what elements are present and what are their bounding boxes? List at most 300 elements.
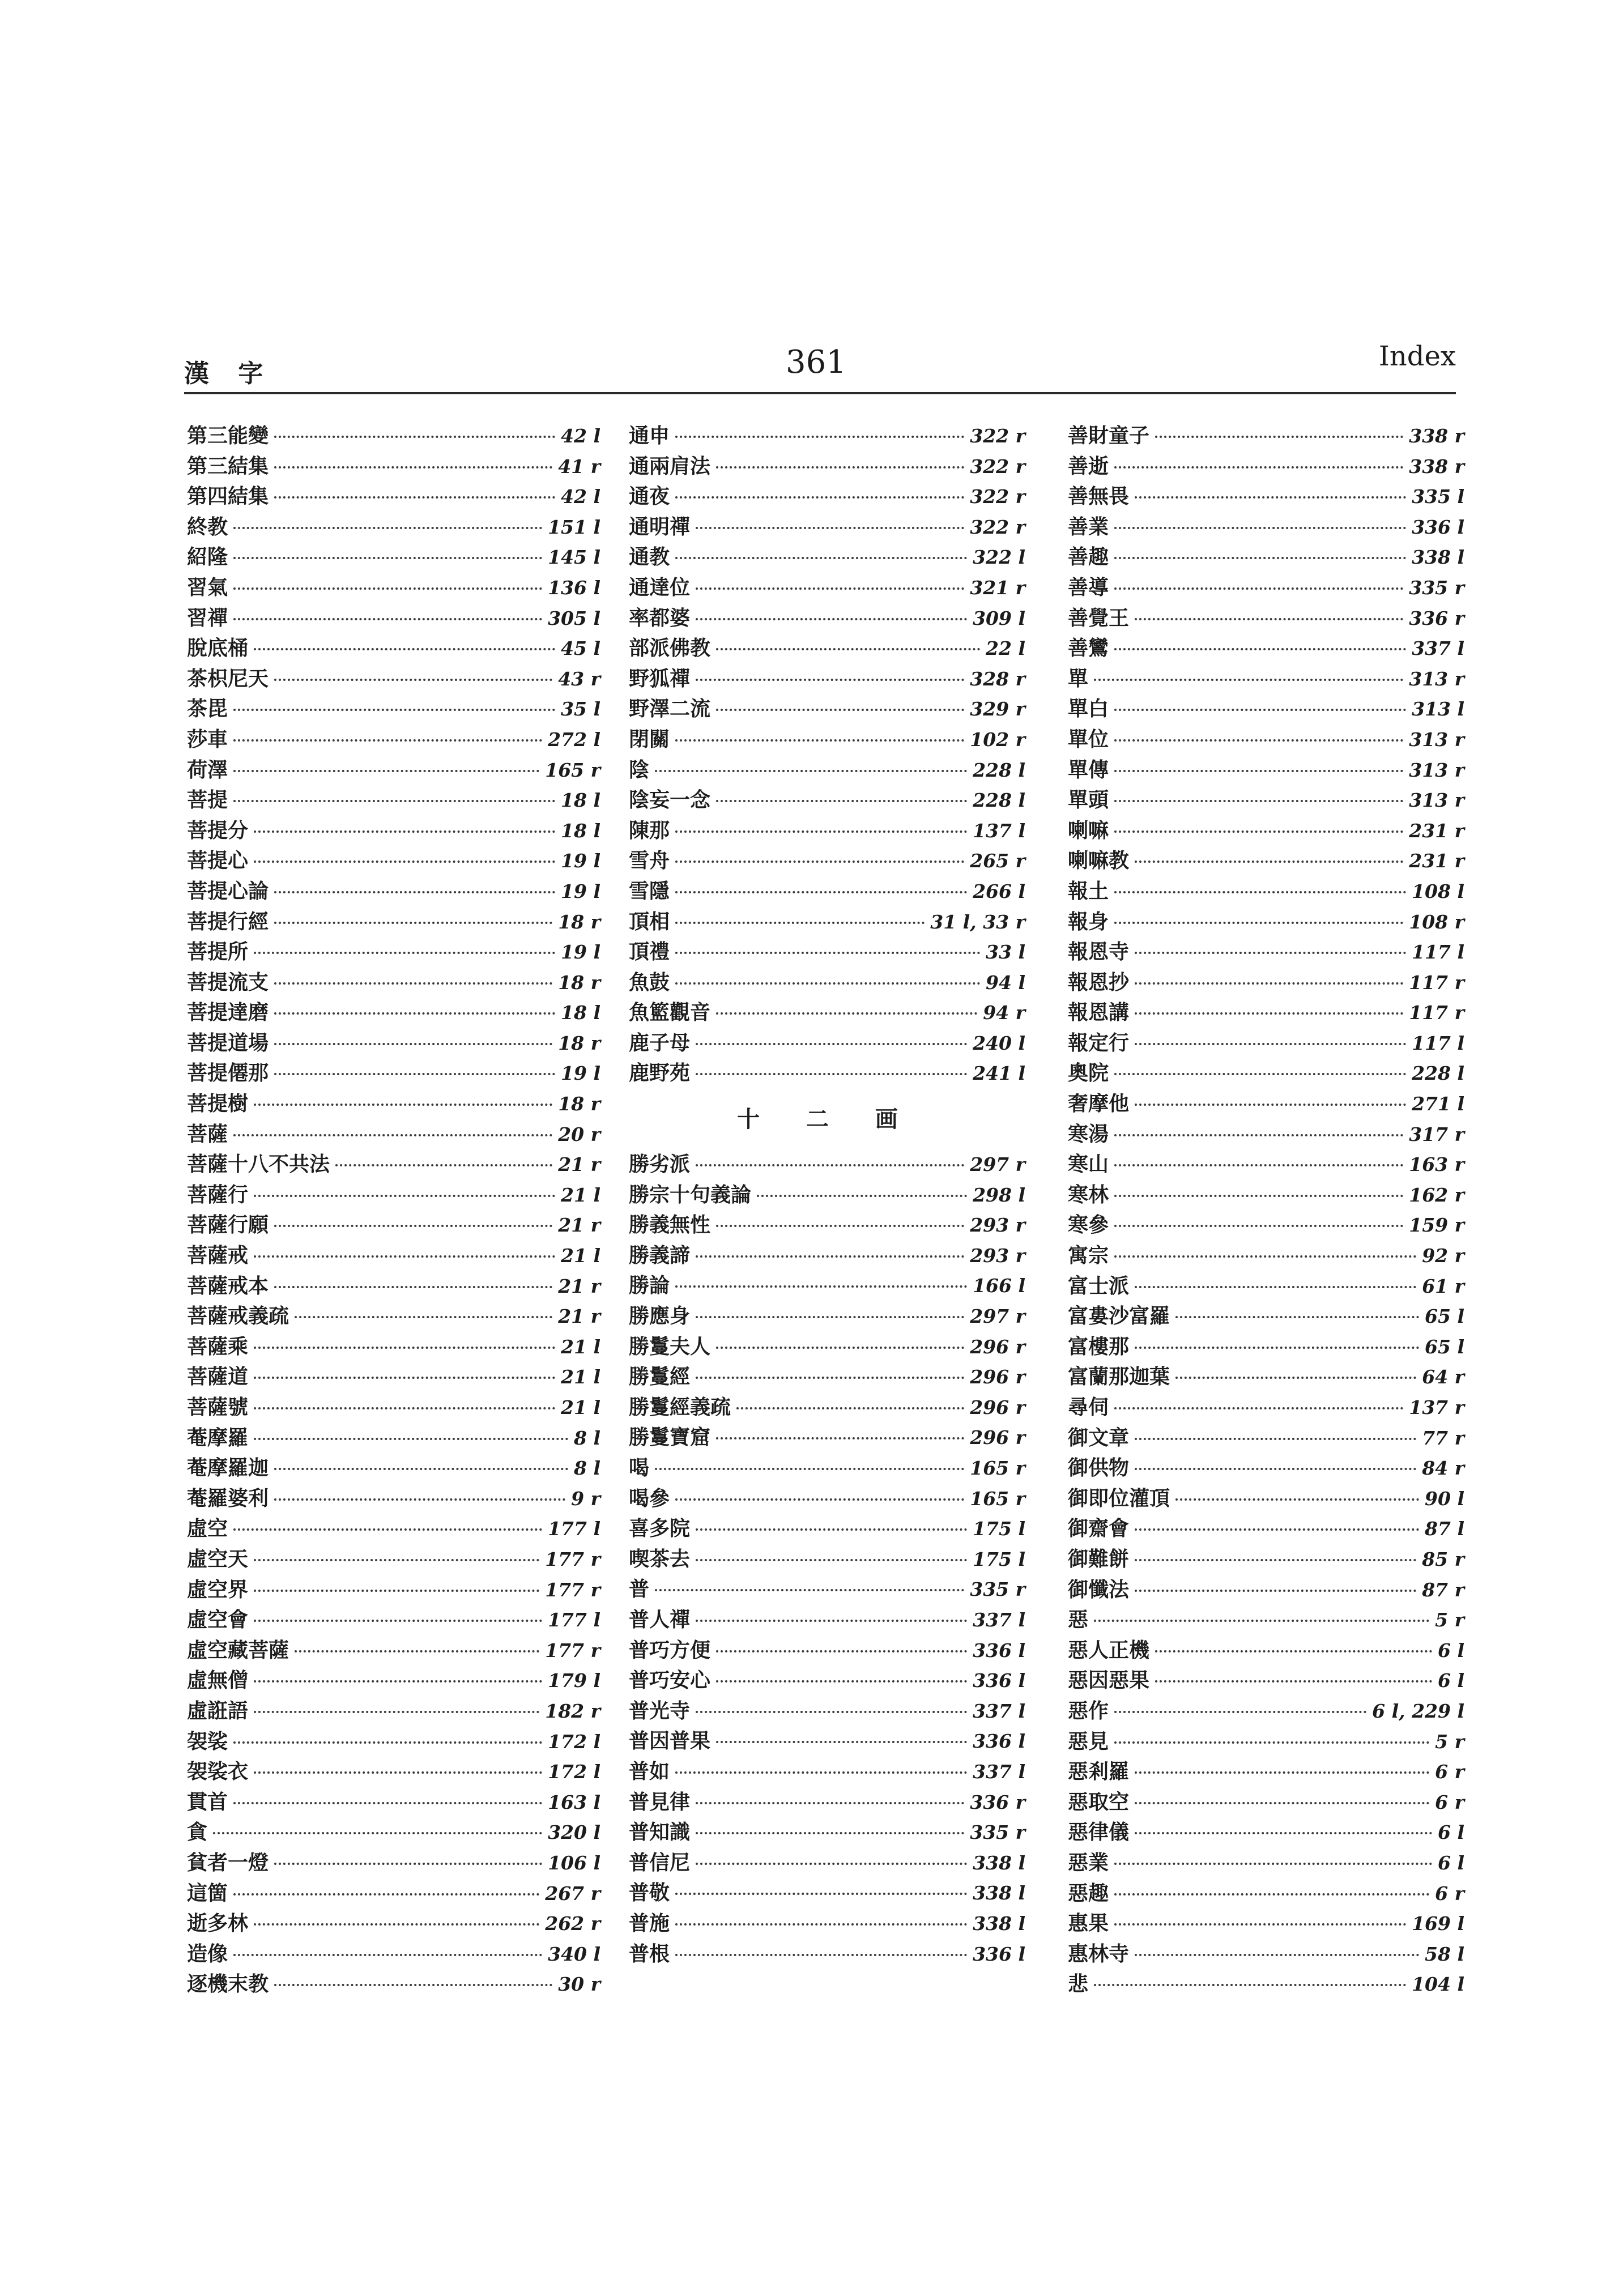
entry-page-ref: 297 r	[970, 1305, 1025, 1328]
dot-leader	[696, 1043, 967, 1045]
entry-page-ref: 265 r	[970, 850, 1025, 872]
entry-term: 貧者一燈	[187, 1850, 269, 1875]
index-entry	[1068, 998, 1464, 1028]
index-entry	[629, 785, 1025, 816]
entry-page-ref: 21 l	[561, 1335, 600, 1358]
entry-term: 尋伺	[1068, 1395, 1109, 1419]
dot-leader	[233, 770, 539, 772]
entry-term: 單傳	[1068, 757, 1109, 782]
dot-leader	[1135, 1832, 1432, 1834]
dot-leader	[254, 1559, 539, 1561]
dot-leader	[274, 1498, 565, 1501]
index-entry	[187, 1665, 600, 1696]
section-heading: 十 二 画	[737, 1106, 917, 1133]
index-entry	[1068, 1119, 1464, 1150]
entry-term: 惡律儀	[1068, 1820, 1130, 1845]
index-entry	[629, 603, 1025, 634]
entry-term: 貪	[187, 1820, 208, 1845]
entry-term: 菩薩行	[187, 1182, 249, 1207]
entry-page-ref: 85 r	[1422, 1548, 1464, 1570]
entry-page-ref: 228 l	[973, 759, 1025, 781]
entry-page-ref: 117 r	[1409, 1002, 1464, 1024]
index-entry	[1068, 1332, 1464, 1362]
index-entry	[629, 1210, 1025, 1241]
dot-leader	[254, 861, 555, 863]
index-entry	[629, 1696, 1025, 1727]
entry-term: 陰妄一念	[629, 788, 711, 812]
entry-page-ref: 296 r	[970, 1426, 1025, 1449]
index-entry	[1068, 1665, 1464, 1696]
entry-term: 報定行	[1068, 1030, 1130, 1055]
entry-term: 普知識	[629, 1820, 691, 1845]
entry-page-ref: 6 l	[1438, 1639, 1464, 1662]
dot-leader	[1094, 1620, 1429, 1622]
index-entry	[187, 1848, 600, 1878]
index-entry	[1068, 1909, 1464, 1939]
index-entry	[1068, 1605, 1464, 1635]
entry-page-ref: 338 l	[973, 1851, 1025, 1874]
dot-leader	[696, 679, 964, 681]
entry-term: 惡人正機	[1068, 1638, 1150, 1662]
index-entry	[1068, 1575, 1464, 1605]
entry-term: 逐機末教	[187, 1972, 269, 1996]
dot-leader	[675, 1954, 967, 1956]
entry-page-ref: 117 r	[1409, 971, 1464, 994]
index-entry	[1068, 1210, 1464, 1241]
index-entry	[187, 1969, 600, 2000]
entry-page-ref: 336 r	[1409, 607, 1464, 629]
dot-leader	[274, 1073, 555, 1075]
index-entry	[629, 1241, 1025, 1271]
entry-term: 勝應身	[629, 1304, 691, 1328]
entry-term: 菩提心論	[187, 879, 269, 903]
entry-term: 惡見	[1068, 1729, 1109, 1753]
header-rule	[184, 392, 1456, 394]
entry-term: 菩薩戒義疏	[187, 1304, 289, 1328]
dot-leader	[757, 1195, 967, 1197]
entry-page-ref: 335 r	[970, 1821, 1025, 1844]
dot-leader	[696, 1073, 967, 1075]
index-entry	[629, 907, 1025, 938]
dot-leader	[736, 1407, 964, 1409]
entry-term: 茶毘	[187, 697, 228, 721]
index-column-3	[1068, 421, 1464, 2000]
entry-term: 菴羅婆利	[187, 1486, 269, 1510]
entry-page-ref: 338 r	[1409, 455, 1464, 478]
entry-page-ref: 21 l	[561, 1366, 600, 1388]
entry-page-ref: 175 l	[973, 1548, 1025, 1570]
entry-page-ref: 182 r	[545, 1699, 600, 1722]
entry-page-ref: 179 l	[548, 1669, 600, 1692]
entry-page-ref: 177 l	[548, 1609, 600, 1632]
index-entry	[1068, 1727, 1464, 1757]
entry-page-ref: 322 r	[970, 425, 1025, 447]
index-entry	[629, 1392, 1025, 1423]
dot-leader	[696, 1528, 967, 1531]
index-entry	[187, 1575, 600, 1605]
entry-page-ref: 228 l	[973, 789, 1025, 812]
index-entry	[1068, 664, 1464, 695]
dot-leader	[1135, 1590, 1416, 1592]
entry-page-ref: 6 l	[1438, 1851, 1464, 1874]
entry-term: 菩提	[187, 788, 228, 812]
entry-term: 普巧安心	[629, 1668, 711, 1693]
index-entry	[1068, 816, 1464, 846]
dot-leader	[716, 648, 980, 650]
entry-page-ref: 313 r	[1409, 667, 1464, 690]
entry-page-ref: 177 r	[545, 1639, 600, 1662]
entry-term: 虛誑語	[187, 1698, 249, 1723]
dot-leader	[1094, 679, 1403, 681]
entry-term: 勝義無性	[629, 1213, 711, 1237]
entry-term: 勝鬘夫人	[629, 1334, 711, 1358]
entry-page-ref: 5 r	[1435, 1609, 1464, 1632]
dot-leader	[254, 1923, 539, 1926]
dot-leader	[274, 891, 555, 893]
entry-page-ref: 337 l	[973, 1608, 1025, 1631]
dot-leader	[274, 982, 552, 985]
entry-page-ref: 42 l	[561, 485, 600, 508]
entry-term: 虛無僧	[187, 1668, 249, 1693]
entry-page-ref: 329 r	[970, 698, 1025, 721]
index-entry	[1068, 725, 1464, 755]
index-entry	[1068, 482, 1464, 512]
entry-term: 這箇	[187, 1881, 228, 1905]
dot-leader	[254, 1255, 555, 1258]
index-entry	[1068, 1848, 1464, 1878]
index-entry	[1068, 694, 1464, 725]
entry-page-ref: 338 l	[1412, 546, 1464, 569]
dot-leader	[1094, 1984, 1406, 1986]
dot-leader	[675, 982, 980, 985]
entry-term: 報恩抄	[1068, 970, 1130, 994]
index-entry	[1068, 1514, 1464, 1544]
dot-leader	[1114, 1863, 1432, 1865]
index-entry	[629, 1635, 1025, 1666]
dot-leader	[696, 1164, 964, 1166]
entry-term: 善導	[1068, 575, 1109, 599]
index-entry	[629, 1362, 1025, 1392]
entry-term: 野狐禪	[629, 666, 691, 691]
dot-leader	[675, 891, 967, 893]
entry-term: 通夜	[629, 484, 670, 509]
index-entry	[187, 1392, 600, 1423]
entry-term: 御齋會	[1068, 1517, 1130, 1541]
index-entry	[1068, 755, 1464, 786]
entry-page-ref: 297 r	[970, 1153, 1025, 1176]
entry-term: 菩提道場	[187, 1030, 269, 1055]
dot-leader	[1114, 1195, 1403, 1197]
entry-term: 單頭	[1068, 788, 1109, 812]
entry-page-ref: 94 l	[986, 971, 1025, 994]
dot-leader	[1175, 1316, 1419, 1318]
dot-leader	[716, 800, 967, 802]
entry-page-ref: 313 l	[1412, 698, 1464, 721]
dot-leader	[1155, 1680, 1432, 1682]
index-entry	[187, 633, 600, 664]
index-entry	[629, 846, 1025, 876]
entry-page-ref: 298 l	[973, 1183, 1025, 1206]
entry-term: 御難餅	[1068, 1547, 1130, 1571]
dot-leader	[1135, 952, 1406, 954]
entry-term: 紹隆	[187, 545, 228, 569]
index-entry	[187, 1210, 600, 1241]
entry-page-ref: 43 r	[558, 667, 600, 690]
dot-leader	[1135, 1286, 1416, 1288]
entry-page-ref: 6 l	[1438, 1669, 1464, 1692]
index-entry	[629, 1909, 1025, 1939]
dot-leader	[1114, 557, 1406, 559]
entry-term: 野澤二流	[629, 697, 711, 721]
index-entry	[187, 1423, 600, 1454]
entry-page-ref: 21 l	[561, 1396, 600, 1419]
dot-leader	[233, 1741, 542, 1744]
entry-term: 菩提行經	[187, 909, 269, 934]
dot-leader	[1114, 739, 1403, 742]
entry-page-ref: 21 r	[558, 1214, 600, 1237]
dot-leader	[675, 830, 967, 833]
entry-term: 寒林	[1068, 1182, 1109, 1207]
entry-term: 菩提僊那	[187, 1061, 269, 1085]
entry-term: 富婁沙富羅	[1068, 1304, 1170, 1328]
dot-leader	[675, 1285, 967, 1288]
entry-term: 菩薩號	[187, 1395, 249, 1419]
dot-leader	[716, 1347, 964, 1349]
dot-leader	[1114, 1225, 1403, 1227]
dot-leader	[274, 922, 552, 924]
entry-term: 第三能變	[187, 424, 269, 448]
index-entry	[187, 1727, 600, 1757]
dot-leader	[1135, 496, 1406, 499]
entry-page-ref: 19 l	[561, 1062, 600, 1085]
index-entry	[1068, 1423, 1464, 1454]
index-entry	[629, 633, 1025, 664]
index-entry	[187, 785, 600, 816]
entry-term: 喇嘛教	[1068, 849, 1130, 873]
dot-leader	[1135, 1104, 1406, 1106]
entry-term: 惡因惡果	[1068, 1668, 1150, 1693]
index-entry	[187, 1362, 600, 1392]
dot-leader	[1135, 1771, 1429, 1774]
entry-term: 惡	[1068, 1608, 1089, 1632]
entry-term: 雪隱	[629, 879, 670, 903]
index-entry	[1068, 512, 1464, 543]
entry-page-ref: 163 l	[548, 1791, 600, 1813]
entry-page-ref: 92 r	[1422, 1245, 1464, 1267]
entry-page-ref: 104 l	[1412, 1973, 1464, 1996]
index-entry	[187, 664, 600, 695]
entry-term: 虛空天	[187, 1547, 249, 1571]
index-column-2	[629, 421, 1025, 1969]
entry-page-ref: 177 r	[545, 1548, 600, 1570]
entry-term: 率都婆	[629, 606, 691, 630]
dot-leader	[1114, 709, 1406, 711]
entry-page-ref: 65 l	[1425, 1305, 1464, 1328]
index-entry	[187, 1058, 600, 1089]
entry-page-ref: 18 r	[558, 1093, 600, 1115]
entry-term: 虛空界	[187, 1577, 249, 1601]
dot-leader	[696, 587, 964, 590]
dot-leader	[675, 1893, 967, 1895]
index-entry	[187, 725, 600, 755]
index-entry	[1068, 573, 1464, 603]
entry-page-ref: 20 r	[558, 1123, 600, 1145]
entry-term: 善覺王	[1068, 606, 1130, 630]
entry-term: 鹿子母	[629, 1030, 691, 1055]
entry-page-ref: 309 l	[973, 607, 1025, 629]
dot-leader	[1135, 618, 1403, 620]
entry-term: 終教	[187, 514, 228, 539]
index-entry	[629, 1484, 1025, 1514]
entry-term: 普光寺	[629, 1698, 691, 1723]
entry-page-ref: 151 l	[548, 516, 600, 538]
index-entry	[187, 1484, 600, 1514]
entry-term: 荷澤	[187, 757, 228, 782]
entry-page-ref: 172 l	[548, 1730, 600, 1753]
index-entry	[629, 1271, 1025, 1301]
dot-leader	[274, 1286, 552, 1288]
entry-page-ref: 87 r	[1422, 1578, 1464, 1601]
dot-leader	[254, 952, 555, 954]
dot-leader	[675, 922, 925, 924]
index-entry	[1068, 1484, 1464, 1514]
entry-term: 第四結集	[187, 484, 269, 509]
dot-leader	[274, 1863, 542, 1865]
entry-term: 菩薩乘	[187, 1334, 249, 1358]
entry-term: 菴摩羅	[187, 1425, 249, 1450]
dot-leader	[233, 1528, 542, 1531]
index-entry	[629, 876, 1025, 907]
dot-leader	[655, 1468, 964, 1470]
index-entry	[1068, 1635, 1464, 1666]
dot-leader	[1114, 922, 1403, 924]
entry-page-ref: 18 r	[558, 910, 600, 933]
entry-page-ref: 19 l	[561, 880, 600, 902]
entry-term: 善業	[1068, 514, 1109, 539]
dot-leader	[1135, 1043, 1406, 1045]
dot-leader	[254, 1590, 539, 1592]
entry-page-ref: 35 l	[561, 698, 600, 721]
entry-page-ref: 262 r	[545, 1912, 600, 1935]
entry-term: 通教	[629, 545, 670, 569]
dot-leader	[675, 1771, 967, 1774]
entry-term: 魚鼓	[629, 970, 670, 994]
entry-term: 袈裟	[187, 1729, 228, 1753]
dot-leader	[696, 1620, 967, 1622]
dot-leader	[1135, 1468, 1416, 1470]
index-entry	[187, 512, 600, 543]
entry-page-ref: 6 l, 229 l	[1372, 1699, 1464, 1722]
index-entry	[187, 694, 600, 725]
entry-page-ref: 6 r	[1435, 1882, 1464, 1905]
entry-term: 勝論	[629, 1273, 670, 1298]
dot-leader	[274, 1225, 552, 1227]
index-entry	[629, 1574, 1025, 1605]
entry-page-ref: 271 l	[1412, 1093, 1464, 1115]
entry-page-ref: 84 r	[1422, 1457, 1464, 1480]
dot-leader	[1114, 527, 1406, 529]
index-entry	[1068, 1696, 1464, 1727]
index-entry	[629, 968, 1025, 998]
dot-leader	[696, 527, 964, 529]
entry-term: 報恩寺	[1068, 940, 1130, 964]
index-entry	[187, 968, 600, 998]
dot-leader	[716, 466, 964, 468]
entry-page-ref: 22 l	[986, 637, 1025, 660]
dot-leader	[274, 1043, 552, 1045]
index-entry	[187, 1453, 600, 1484]
entry-term: 部派佛教	[629, 636, 711, 661]
entry-page-ref: 77 r	[1422, 1426, 1464, 1449]
entry-term: 喇嘛	[1068, 818, 1109, 842]
entry-page-ref: 31 l, 33 r	[930, 910, 1025, 933]
entry-term: 普人禪	[629, 1607, 691, 1632]
entry-page-ref: 166 l	[973, 1275, 1025, 1297]
dot-leader	[335, 1164, 552, 1166]
index-entry	[187, 876, 600, 907]
entry-page-ref: 137 l	[973, 819, 1025, 842]
index-entry	[629, 816, 1025, 846]
dot-leader	[1114, 648, 1406, 650]
dot-leader	[233, 800, 555, 802]
dot-leader	[254, 1377, 555, 1379]
entry-term: 普信尼	[629, 1850, 691, 1875]
entry-term: 菩薩行願	[187, 1213, 269, 1237]
entry-term: 惠果	[1068, 1911, 1109, 1936]
dot-leader	[696, 1863, 967, 1865]
entry-page-ref: 337 l	[1412, 637, 1464, 660]
index-entry	[187, 1787, 600, 1818]
dot-leader	[675, 436, 964, 438]
dot-leader	[1135, 1012, 1403, 1015]
entry-page-ref: 136 l	[548, 576, 600, 599]
entry-term: 菩提流支	[187, 970, 269, 994]
entry-page-ref: 338 l	[973, 1882, 1025, 1905]
index-entry	[1068, 785, 1464, 816]
entry-term: 善趣	[1068, 545, 1109, 569]
entry-page-ref: 6 r	[1435, 1791, 1464, 1813]
dot-leader	[675, 952, 980, 954]
entry-page-ref: 322 r	[970, 455, 1025, 478]
index-entry	[187, 1119, 600, 1150]
entry-term: 奧院	[1068, 1061, 1109, 1085]
entry-page-ref: 30 r	[558, 1973, 600, 1996]
entry-page-ref: 165 r	[970, 1487, 1025, 1510]
index-entry	[1068, 1544, 1464, 1575]
entry-page-ref: 8 l	[574, 1426, 600, 1449]
entry-page-ref: 8 l	[574, 1457, 600, 1480]
dot-leader	[254, 1680, 542, 1682]
dot-leader	[254, 648, 555, 650]
dot-leader	[696, 1559, 967, 1561]
entry-page-ref: 335 r	[1409, 576, 1464, 599]
index-entry	[1068, 1271, 1464, 1302]
index-entry	[187, 1878, 600, 1909]
index-entry	[1068, 633, 1464, 664]
index-entry	[629, 1726, 1025, 1757]
dot-leader	[675, 861, 964, 863]
entry-term: 普	[629, 1577, 650, 1601]
entry-page-ref: 169 l	[1412, 1912, 1464, 1935]
entry-page-ref: 338 l	[973, 1912, 1025, 1935]
dot-leader	[274, 496, 555, 499]
index-entry	[187, 421, 600, 451]
index-entry	[187, 1028, 600, 1059]
dot-leader	[254, 1620, 542, 1622]
entry-term: 菴摩羅迦	[187, 1456, 269, 1480]
entry-term: 鹿野苑	[629, 1061, 691, 1085]
entry-term: 頂禮	[629, 940, 670, 964]
